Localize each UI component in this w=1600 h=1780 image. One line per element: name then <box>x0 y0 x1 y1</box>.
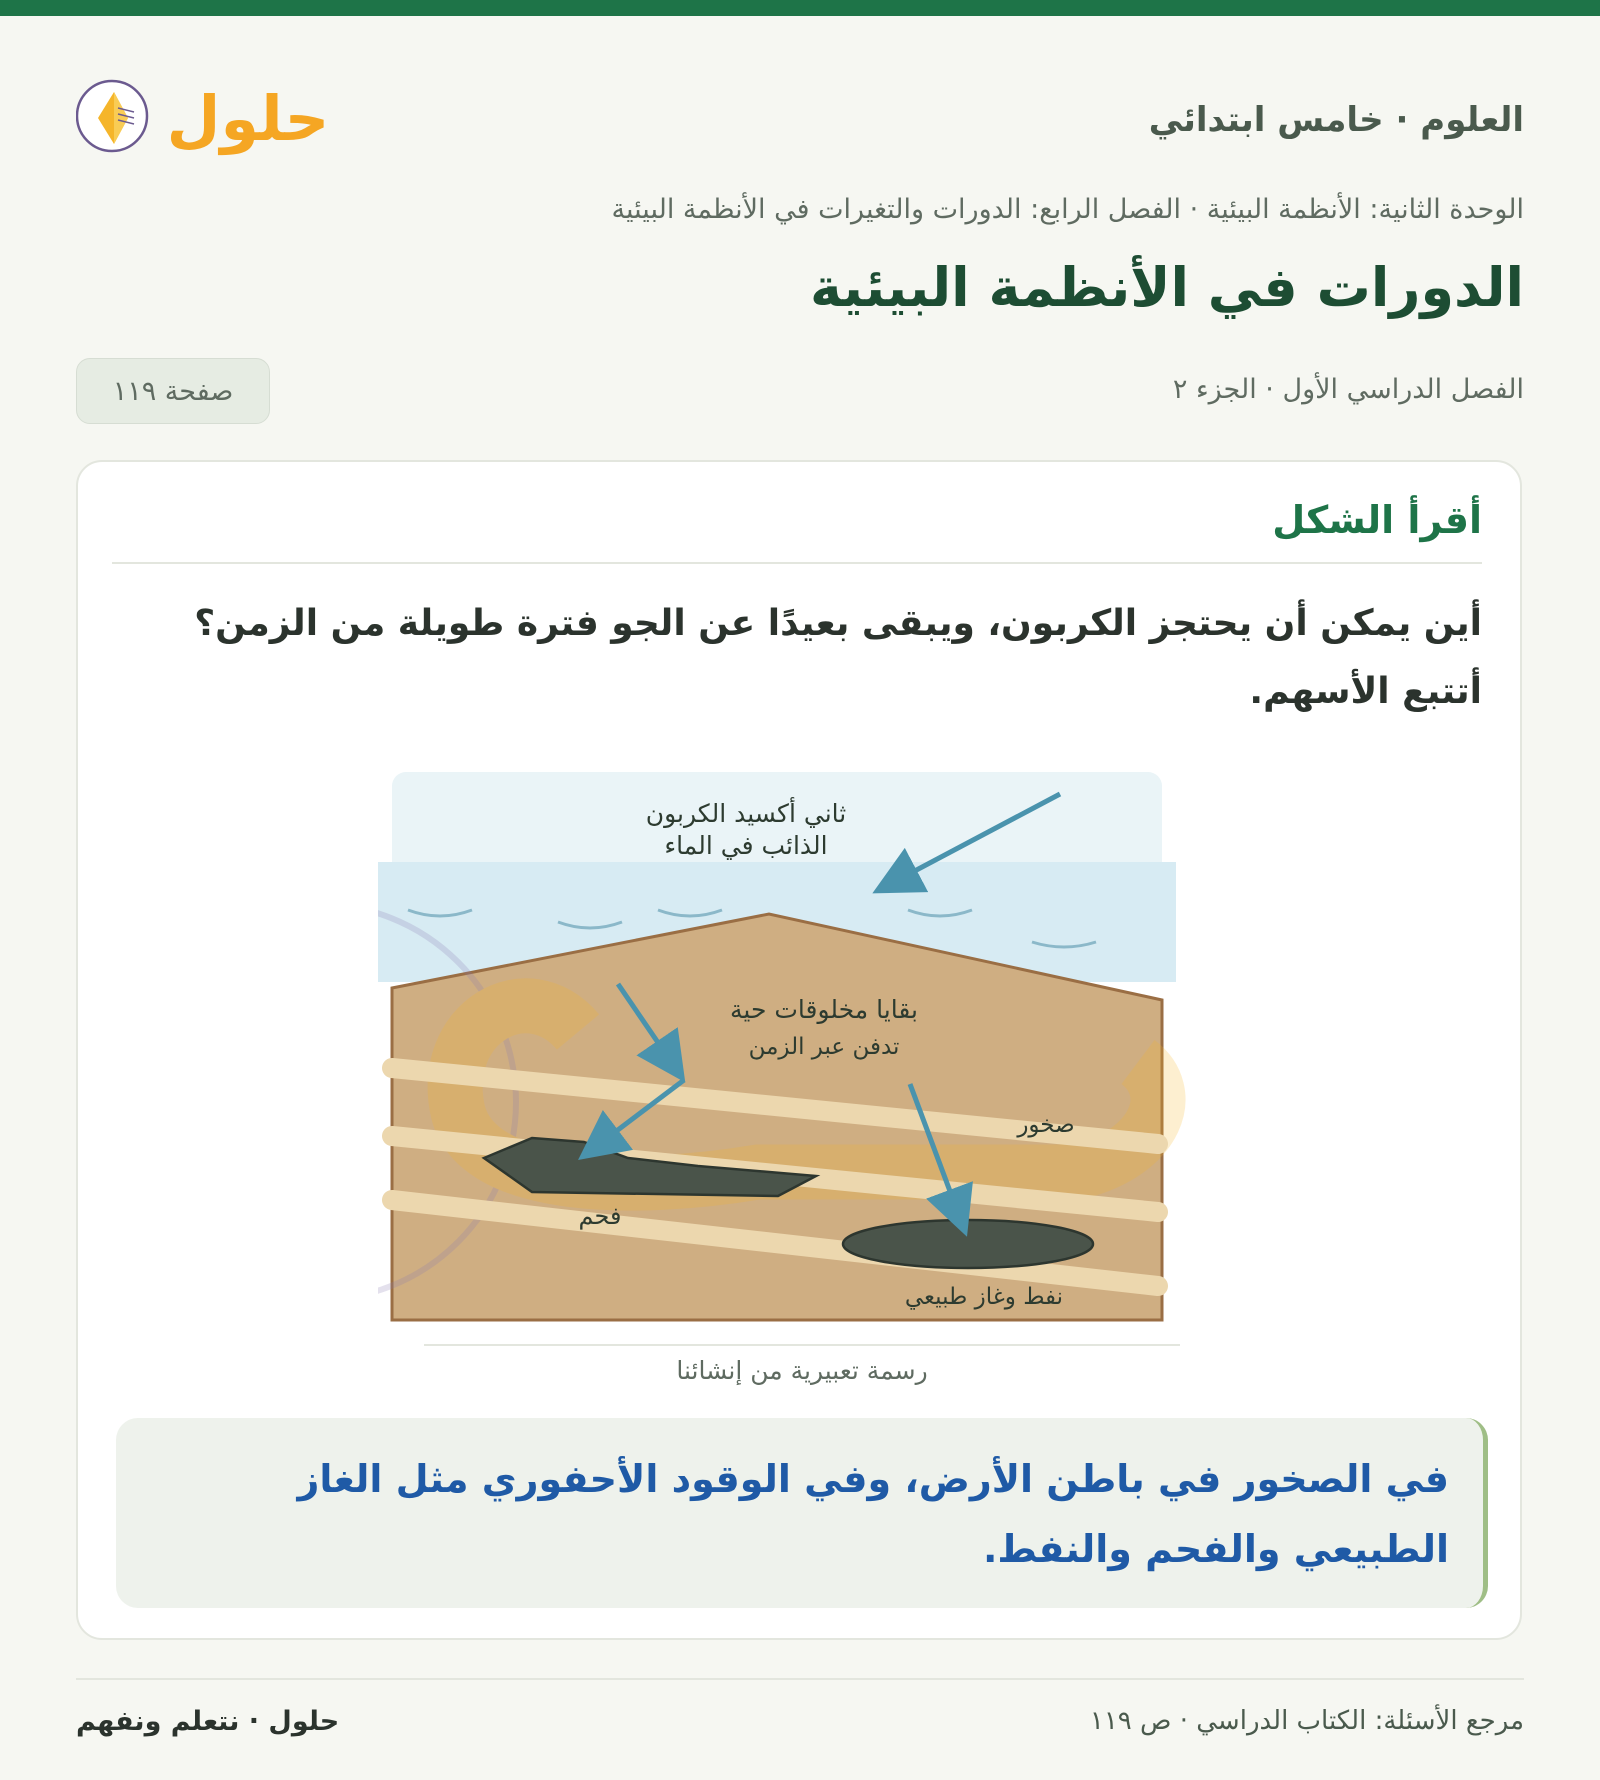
top-accent-bar <box>0 0 1600 16</box>
caption-divider <box>424 1344 1180 1346</box>
oil-gas-deposit <box>843 1220 1093 1268</box>
card-title: أقرأ الشكل <box>1272 498 1482 542</box>
question-line-2: أتتبع الأسهم. <box>1249 671 1482 712</box>
card-divider <box>112 562 1482 564</box>
logo-wordmark: حلول <box>166 82 330 155</box>
footer-brand: حلول · نتعلم ونفهم <box>76 1706 340 1737</box>
answer-box: في الصخور في باطن الأرض، وفي الوقود الأحفوري مثل الغاز الطبيعي والفحم والنفط. <box>116 1418 1488 1608</box>
hululu-book-logo-icon <box>76 56 346 166</box>
page-title: الدورات في الأنظمة البيئية <box>809 256 1524 319</box>
carbon-storage-figure <box>378 772 1188 1332</box>
question-text <box>112 590 1482 726</box>
footer-divider <box>76 1678 1524 1680</box>
label-remains-line2: تدفن عبر الزمن <box>748 1034 900 1060</box>
question-line-1: أين يمكن أن يحتجز الكربون، ويبقى بعيدًا عن الجو فترة طويلة من الزمن؟ <box>194 603 1482 644</box>
carbon-diagram <box>378 772 1188 1332</box>
label-coal: فحم <box>578 1202 622 1230</box>
header <box>76 56 1524 166</box>
label-rocks: صخور <box>1017 1112 1075 1138</box>
question-card <box>76 460 1522 1640</box>
page-number-badge: صفحة ١١٩ <box>76 358 270 424</box>
site-logo[interactable] <box>76 56 346 166</box>
label-oil-gas: نفط وغاز طبيعي <box>904 1284 1064 1310</box>
term-info: الفصل الدراسي الأول · الجزء ٢ <box>1172 374 1524 405</box>
label-co2-line1: ثاني أكسيد الكربون <box>645 799 847 828</box>
page <box>76 16 1524 1780</box>
figure-caption: رسمة تعبيرية من إنشائنا <box>676 1356 928 1385</box>
breadcrumb: الوحدة الثانية: الأنظمة البيئية · الفصل الرابع: الدورات والتغيرات في الأنظمة البيئية <box>611 194 1524 225</box>
label-remains-line1: بقايا مخلوقات حية <box>730 995 918 1024</box>
footer-reference: مرجع الأسئلة: الكتاب الدراسي · ص ١١٩ <box>1089 1706 1524 1736</box>
subject-grade: العلوم · خامس ابتدائي <box>1148 100 1524 140</box>
label-co2-line2: الذائب في الماء <box>664 831 828 860</box>
